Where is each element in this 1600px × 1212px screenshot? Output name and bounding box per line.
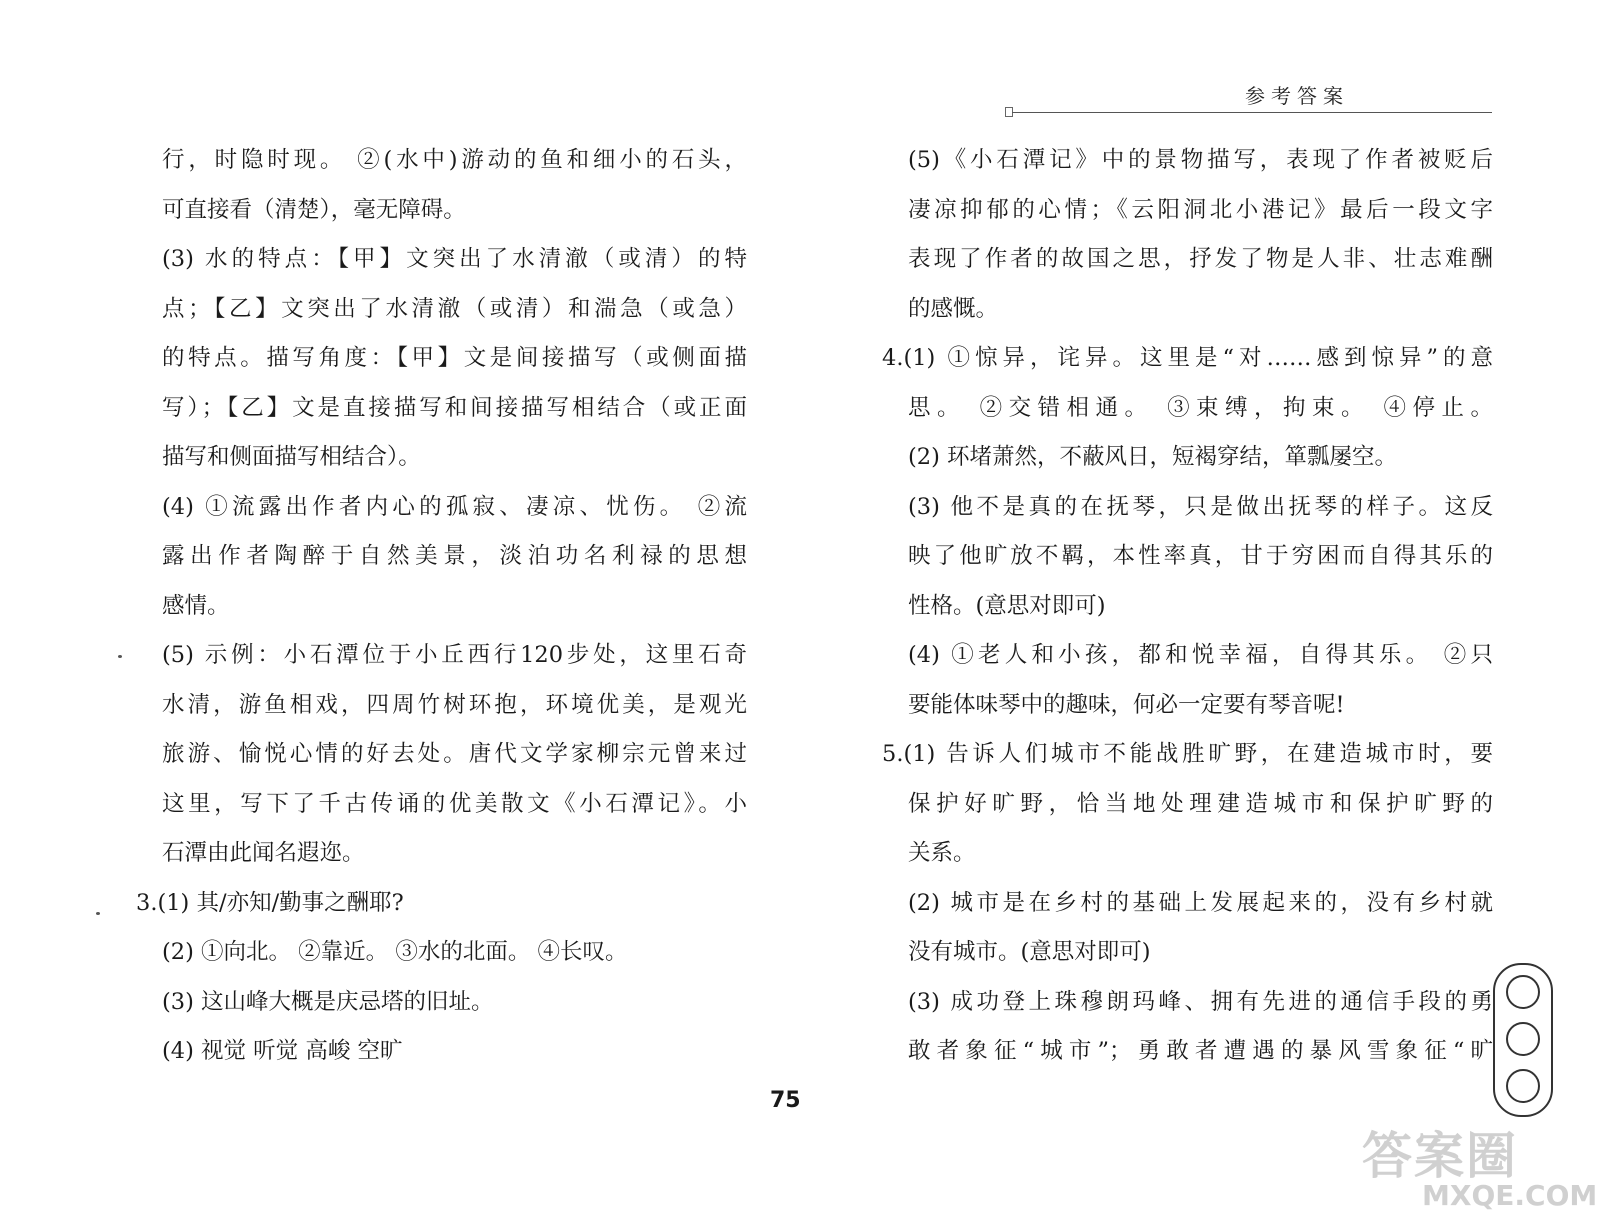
answer-line: 描写和侧面描写相结合）。 xyxy=(162,444,421,470)
watermark-top: 答案圈 xyxy=(1362,1127,1518,1185)
answer-line: 点；【乙】文突出了水清澈（或清）和湍急（或急） xyxy=(162,295,747,322)
answer-line: 性格。(意思对即可) xyxy=(908,592,1106,619)
answer-line: 3.(1) 其/亦知/勤事之酬耶? xyxy=(136,889,404,916)
left-answer-column xyxy=(136,136,747,1077)
answer-line: (3) 成功登上珠穆朗玛峰、拥有先进的通信手段的勇 xyxy=(908,988,1493,1015)
answer-line: 敢者象征“城市”；勇敢者遭遇的暴风雪象征“旷 xyxy=(908,1038,1493,1064)
answer-line: 保护好旷野，恰当地处理建造城市和保护旷野的 xyxy=(908,790,1493,817)
answer-line: (2) 环堵萧然，不蔽风日，短褐穿结，箪瓢屡空。 xyxy=(908,444,1398,470)
answer-line: (2) ①向北。 ②靠近。 ③水的北面。 ④长叹。 xyxy=(162,939,628,965)
answer-line: (3) 他不是真的在抚琴，只是做出抚琴的样子。这反 xyxy=(908,493,1493,520)
answer-line: 写）；【乙】文是直接描写和间接描写相结合（或正面 xyxy=(162,394,747,421)
answer-line: 思。 ②交错相通。 ③束缚，拘束。 ④停止。 xyxy=(908,394,1493,421)
answer-line: 关系。 xyxy=(908,840,976,866)
answer-line: 水清，游鱼相戏，四周竹树环抱，环境优美，是观光 xyxy=(162,691,747,718)
answer-line: (2) 城市是在乡村的基础上发展起来的，没有乡村就 xyxy=(908,889,1493,916)
tab-dot-icon xyxy=(1506,1022,1540,1056)
header-rule xyxy=(1012,112,1492,113)
answer-line: (3) 这山峰大概是庆忌塔的旧址。 xyxy=(162,988,494,1015)
answer-line: 映了他旷放不羁，本性率真，甘于穷困而自得其乐的 xyxy=(908,543,1493,569)
answer-line: 石潭由此闻名遐迩。 xyxy=(162,840,365,866)
answer-line: (3) 水的特点：【甲】文突出了水清澈（或清）的特 xyxy=(162,246,747,272)
answer-line: 可直接看（清楚），毫无障碍。 xyxy=(162,196,466,223)
answer-line: (4) ①流露出作者内心的孤寂、凄凉、忧伤。 ②流 xyxy=(162,493,747,520)
watermark-logo xyxy=(1362,1127,1598,1212)
answer-line: (4) ①老人和小孩，都和悦幸福，自得其乐。 ②只 xyxy=(908,642,1493,668)
answer-line: 4.(1) ①惊异，诧异。这里是“对……感到惊异”的意 xyxy=(882,345,1493,371)
answer-line: 的感慨。 xyxy=(908,295,999,322)
answer-line: (4) 视觉 听觉 高峻 空旷 xyxy=(162,1038,403,1064)
answer-line: 要能体味琴中的趣味，何必一定要有琴音呢! xyxy=(908,691,1345,718)
answer-line: 感情。 xyxy=(162,592,230,619)
answer-line: 行，时隐时现。 ②(水中)游动的鱼和细小的石头， xyxy=(162,147,747,173)
running-header-title: 参考答案 xyxy=(1245,84,1349,108)
tab-dot-icon xyxy=(1506,1069,1540,1103)
answer-line: 的特点。描写角度：【甲】文是间接描写（或侧面描 xyxy=(162,345,747,371)
page-number: 75 xyxy=(770,1088,801,1113)
answer-line: 旅游、愉悦心情的好去处。唐代文学家柳宗元曾来过 xyxy=(162,741,747,767)
answer-line: (5) 示例：小石潭位于小丘西行120步处，这里石奇 xyxy=(162,642,747,668)
answer-line: 凄凉抑郁的心情；《云阳洞北小港记》最后一段文字 xyxy=(908,196,1493,223)
answer-line: 这里，写下了千古传诵的优美散文《小石潭记》。小 xyxy=(162,790,747,817)
right-answer-column xyxy=(882,136,1493,1077)
answer-line: 5.(1) 告诉人们城市不能战胜旷野，在建造城市时，要 xyxy=(882,741,1493,767)
answer-line: 没有城市。(意思对即可) xyxy=(908,939,1151,965)
scan-speck xyxy=(96,912,100,915)
scan-speck xyxy=(118,655,122,658)
answer-line: (5)《小石潭记》中的景物描写，表现了作者被贬后 xyxy=(908,147,1493,173)
side-tab-marker xyxy=(1493,963,1553,1117)
tab-dot-icon xyxy=(1506,975,1540,1009)
watermark-bottom: MXQE.COM xyxy=(1422,1179,1598,1212)
answer-line: 表现了作者的故国之思，抒发了物是人非、壮志难酬 xyxy=(908,246,1493,272)
answer-line: 露出作者陶醉于自然美景，淡泊功名利禄的思想 xyxy=(162,543,747,569)
